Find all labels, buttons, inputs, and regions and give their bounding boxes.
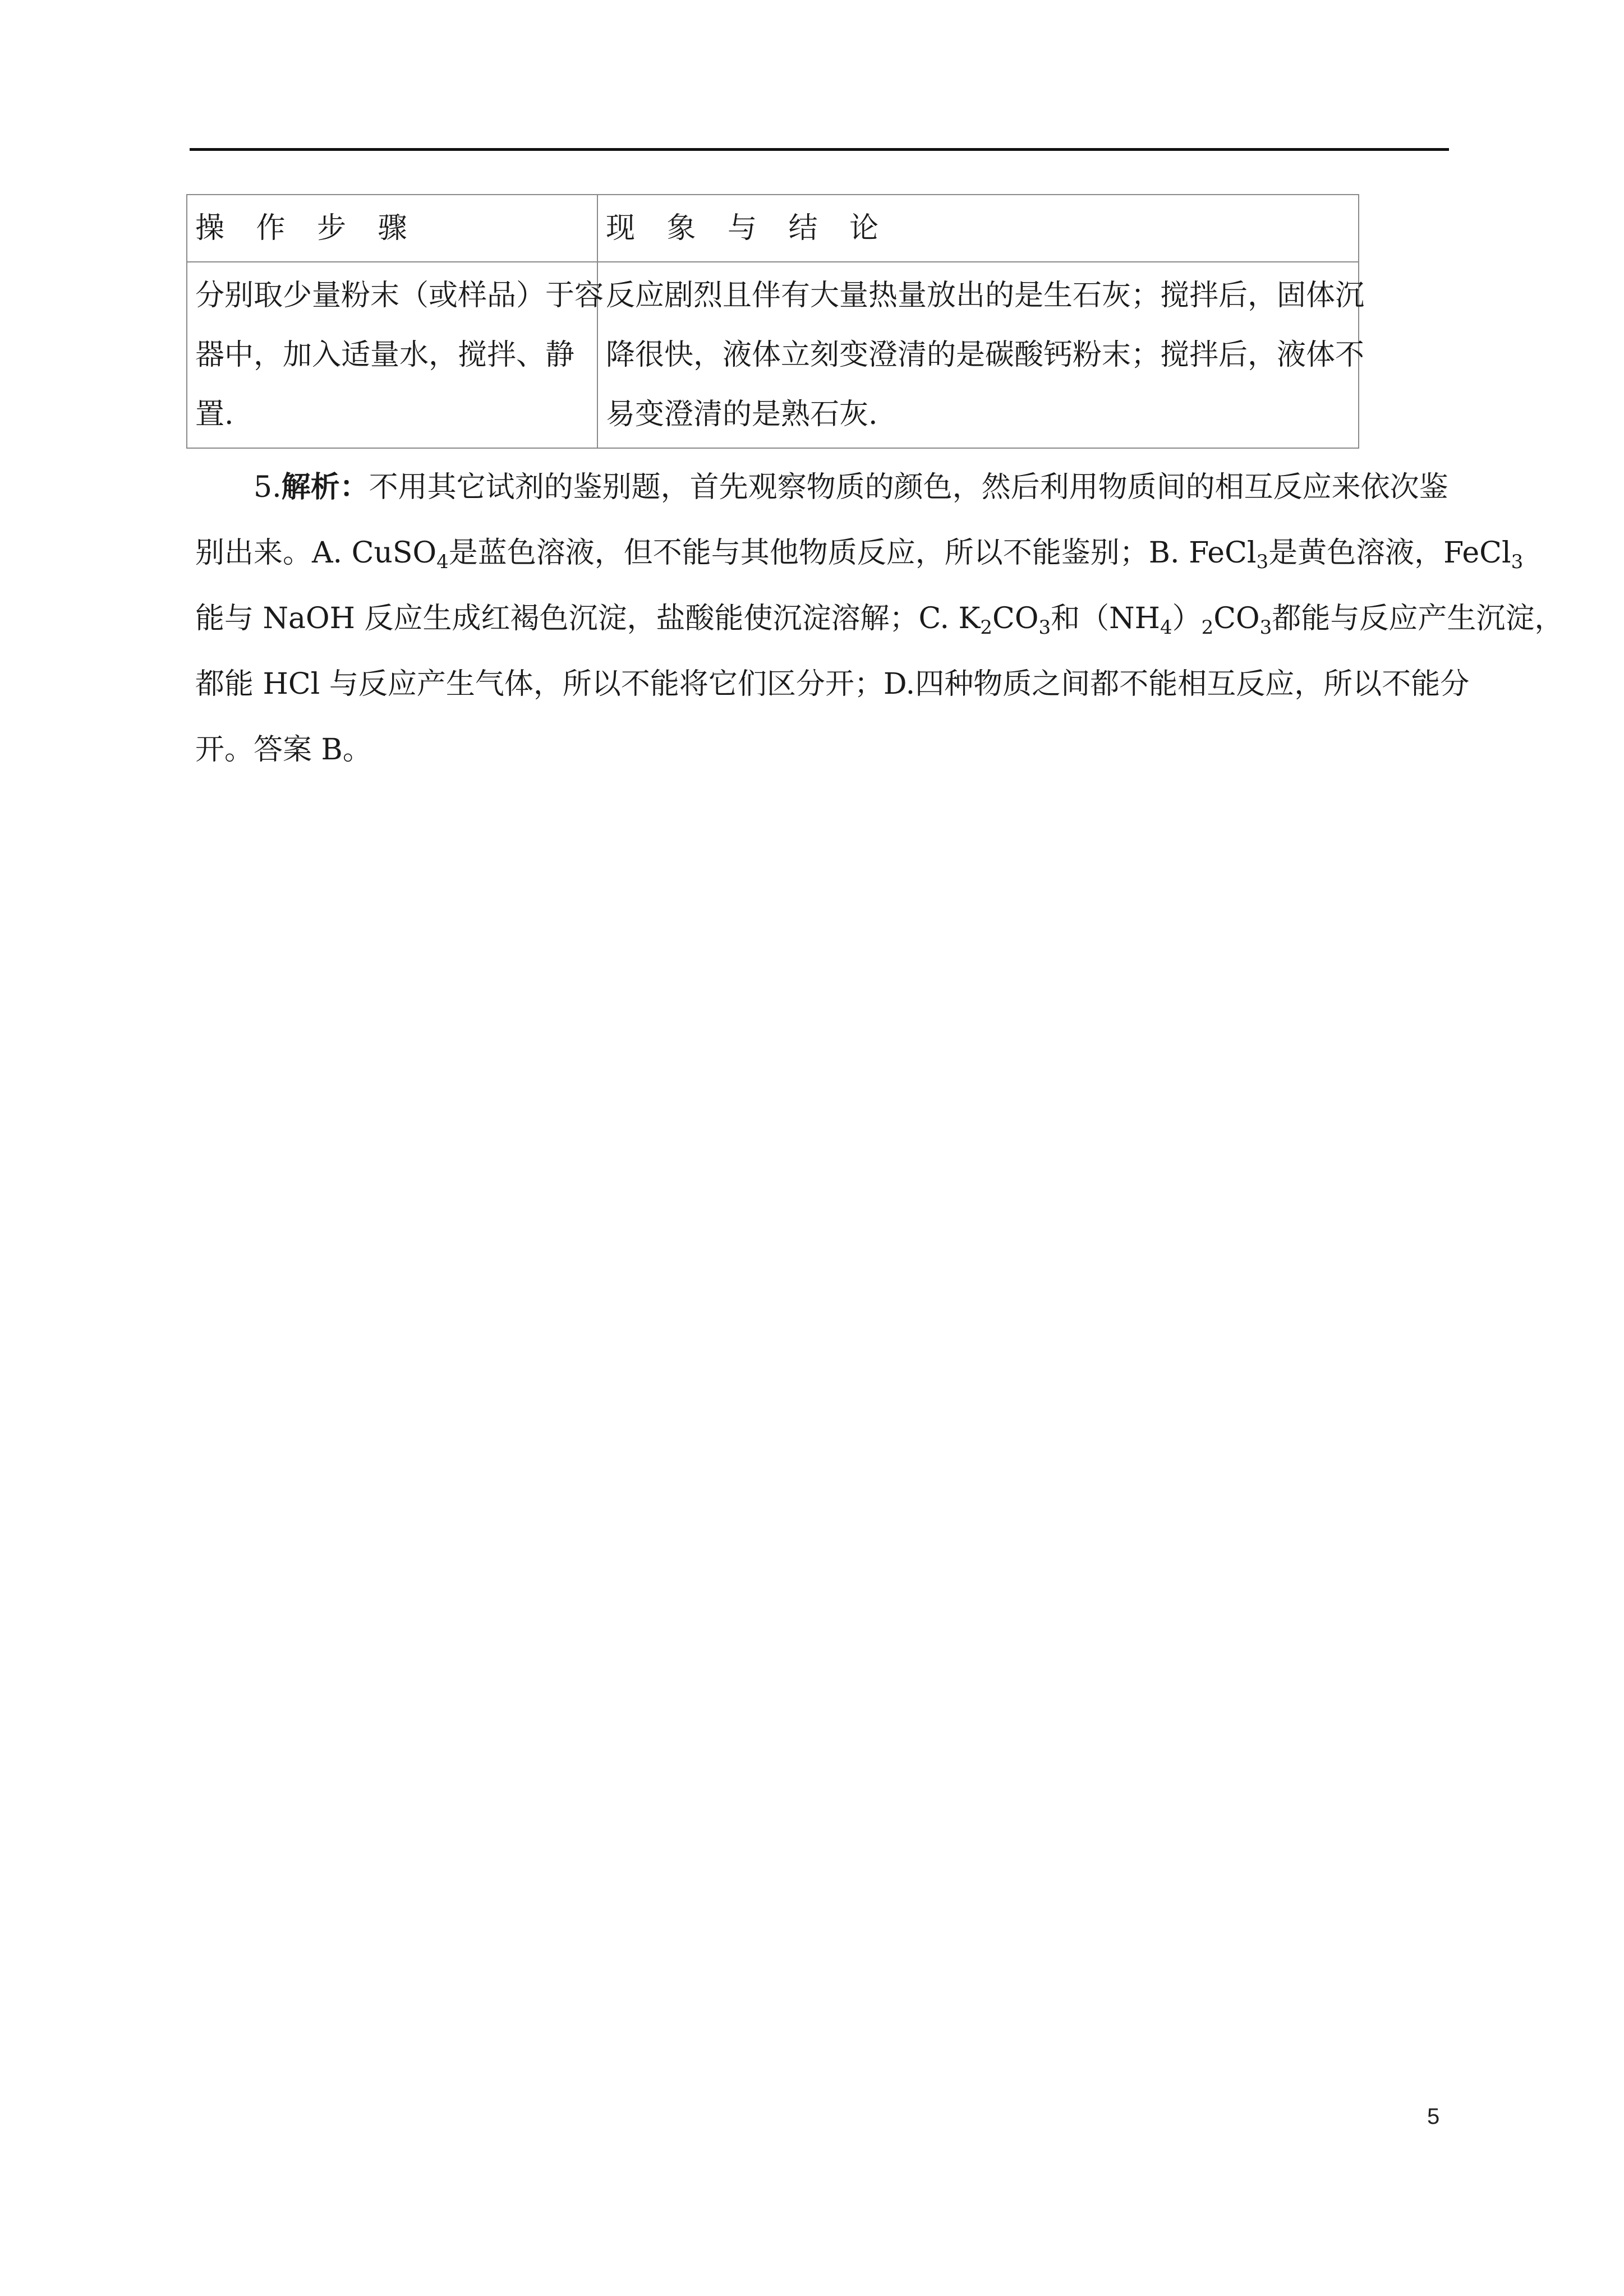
analysis-text: 和（NH: [1051, 602, 1160, 635]
subscript: 3: [1256, 551, 1269, 573]
analysis-line-2: [195, 520, 1524, 586]
table-header-row: [187, 195, 1359, 262]
analysis-line-3: [195, 586, 1564, 652]
header-rule: [190, 148, 1449, 151]
experiment-table: [186, 194, 1365, 449]
analysis-text: 别出来。A. CuSO: [195, 536, 437, 570]
analysis-text: 不用其它试剂的鉴别题，首先观察物质的颜色，然后利用物质间的相互反应来依次鉴: [369, 471, 1448, 504]
analysis-label: 解析: [281, 470, 340, 504]
result-line: 易变澄清的是熟石灰.: [606, 398, 878, 431]
table-row: [187, 262, 1359, 448]
cell-operation: [187, 262, 604, 448]
analysis-text: CO: [1213, 602, 1260, 635]
analysis-text: 都能与反应产生沉淀，: [1272, 602, 1564, 635]
subscript: 2: [980, 616, 993, 639]
header-operation-steps: 操 作 步 骤: [187, 195, 597, 262]
subscript: 3: [1038, 616, 1051, 639]
result-line: 降很快，液体立刻变澄清的是碳酸钙粉末；搅拌后，液体不: [606, 338, 1365, 372]
operation-line: 置.: [195, 398, 234, 431]
analysis-colon: ：: [339, 470, 369, 504]
question-number: 5.: [254, 471, 282, 504]
page-number: 5: [1427, 2104, 1440, 2129]
cell-result: [597, 262, 1365, 448]
subscript: 4: [1160, 616, 1172, 639]
subscript: 2: [1201, 616, 1214, 639]
analysis-text: 是蓝色溶液，但不能与其他物质反应，所以不能鉴别；B. FeCl: [448, 536, 1257, 570]
analysis-line-5: 开。答案 B。: [195, 733, 372, 767]
subscript: 3: [1511, 551, 1524, 573]
analysis-line-4: 都能 HCl 与反应产生气体，所以不能将它们区分开；D.四种物质之间都不能相互反应，所以不能分: [195, 667, 1470, 701]
analysis-line-1: [195, 454, 1452, 520]
analysis-text: 是黄色溶液，FeCl: [1268, 536, 1511, 570]
analysis-text: CO: [992, 602, 1039, 635]
operation-line: 分别取少量粉末（或样品）于容: [195, 279, 604, 312]
subscript: 4: [436, 551, 449, 573]
analysis-text: ）: [1172, 602, 1202, 635]
analysis-text: 能与 NaOH 反应生成红褐色沉淀，盐酸能使沉淀溶解；C. K: [195, 602, 981, 635]
operation-line: 器中，加入适量水，搅拌、静: [195, 338, 575, 372]
header-phenomenon-conclusion: 现 象 与 结 论: [597, 195, 1359, 262]
analysis-paragraph: [195, 454, 1564, 783]
subscript: 3: [1259, 616, 1272, 639]
result-line: 反应剧烈且伴有大量热量放出的是生石灰；搅拌后，固体沉: [606, 279, 1365, 312]
